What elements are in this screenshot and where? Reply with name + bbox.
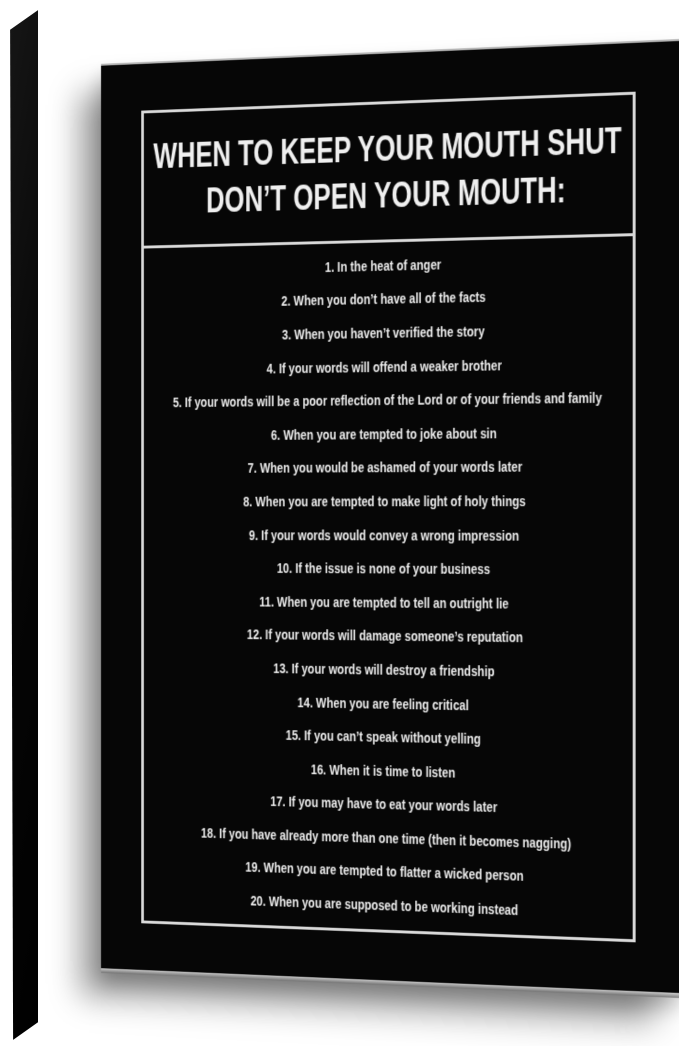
list-item: 9. If your words would convey a wrong impression — [249, 527, 520, 545]
list-item: 5. If your words will be a poor reflection of the Lord or of your friends and family — [172, 390, 602, 412]
poster-header — [144, 95, 633, 249]
list-item: 11. When you are tempted to tell an outright lie — [259, 593, 509, 613]
list-item: 2. When you don’t have all of the facts — [281, 289, 486, 311]
list-item: 14. When you are feeling critical — [297, 694, 470, 714]
poster-border-frame — [141, 92, 635, 943]
list-item: 20. When you are supposed to be working instead — [250, 892, 519, 920]
list-item: 19. When you are tempted to flatter a wicked person — [245, 859, 524, 886]
list-item: 1. In the heat of anger — [324, 256, 442, 276]
list-item: 6. When you are tempted to joke about sin — [271, 425, 497, 444]
list-item: 10. If the issue is none of your business — [277, 560, 491, 579]
list-item: 13. If your words will destroy a friendship — [273, 660, 495, 681]
list-item: 4. If your words will offend a weaker brother — [266, 357, 502, 377]
list-item: 17. If you may have to eat your words later — [270, 793, 498, 817]
list-item: 12. If your words will damage someone’s reputation — [246, 626, 523, 647]
list-item: 8. When you are tempted to make light of holy things — [243, 493, 526, 511]
canvas-front-face — [101, 39, 679, 993]
poster-title-line2: DON’T OPEN YOUR MOUTH: — [206, 169, 566, 220]
rules-list — [144, 236, 633, 939]
list-item: 15. If you can’t speak without yelling — [286, 727, 482, 748]
list-item: 18. If you have already more than one time (then it becomes nagging) — [200, 824, 572, 853]
canvas-side-edge — [8, 8, 38, 1044]
list-item: 16. When it is time to listen — [311, 761, 456, 782]
poster-title-line1: WHEN TO KEEP YOUR MOUTH SHUT — [153, 119, 623, 176]
list-item: 7. When you would be ashamed of your words later — [247, 459, 522, 477]
list-item: 3. When you haven’t verified the story — [282, 323, 486, 344]
